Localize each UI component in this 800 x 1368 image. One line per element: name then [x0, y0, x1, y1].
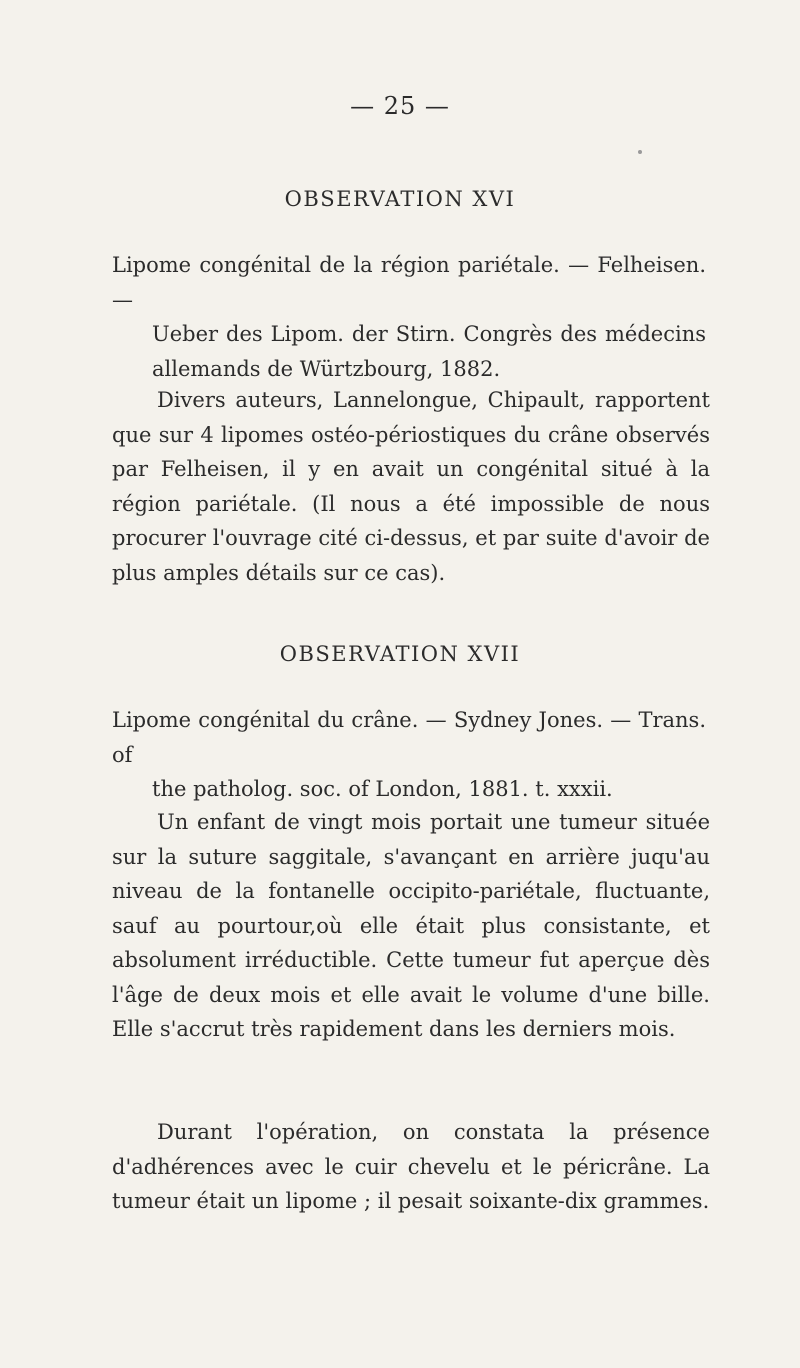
- observation-16-citation-line1: Lipome congénital de la région pariétale. — Felheisen. —: [112, 253, 706, 312]
- observation-16-heading: OBSERVATION XVI: [284, 187, 516, 211]
- observation-17-citation-line1: Lipome congénital du crâne. — Sydney Jones. — Trans. of: [112, 708, 706, 767]
- observation-17-heading: OBSERVATION XVII: [279, 642, 521, 666]
- observation-17-paragraph-2: Durant l'opération, on constata la présence d'adhérences avec le cuir chevelu et le péricrâne. La tumeur était un lipome ; il pesait soixante-dix grammes.: [112, 1120, 710, 1213]
- observation-16-citation: [112, 248, 706, 386]
- paper-speck: [638, 150, 642, 154]
- observation-17-paragraph-1: Un enfant de vingt mois portait une tumeur située sur la suture saggitale, s'avançant en arrière juqu'au niveau de la fontanelle occipito-pariétale, fluctuante, sauf au pourtour,où elle était plus consistante, et absolument irréductible. Cette tumeur fut aperçue dès l'âge de deux mois et elle avait le volume d'une bille. Elle s'accrut très rapidement dans les derniers mois.: [112, 810, 710, 1041]
- observation-16-citation-rest: Ueber des Lipom. der Stirn. Congrès des médecins allemands de Würtzbourg, 1882.: [152, 322, 706, 381]
- observation-17-citation: [112, 703, 706, 807]
- page-number: — 25 —: [350, 92, 450, 120]
- observation-16-paragraph: Divers auteurs, Lannelongue, Chipault, rapportent que sur 4 lipomes ostéo-périostiques du crâne observés par Felheisen, il y en avait un congénital situé à la région pariétale. (Il nous a été impossible de nous procurer l'ouvrage cité ci-dessus, et par suite d'avoir de plus amples détails sur ce cas).: [112, 388, 710, 585]
- observation-17-citation-rest: the patholog. soc. of London, 1881. t. xxxii.: [152, 777, 613, 801]
